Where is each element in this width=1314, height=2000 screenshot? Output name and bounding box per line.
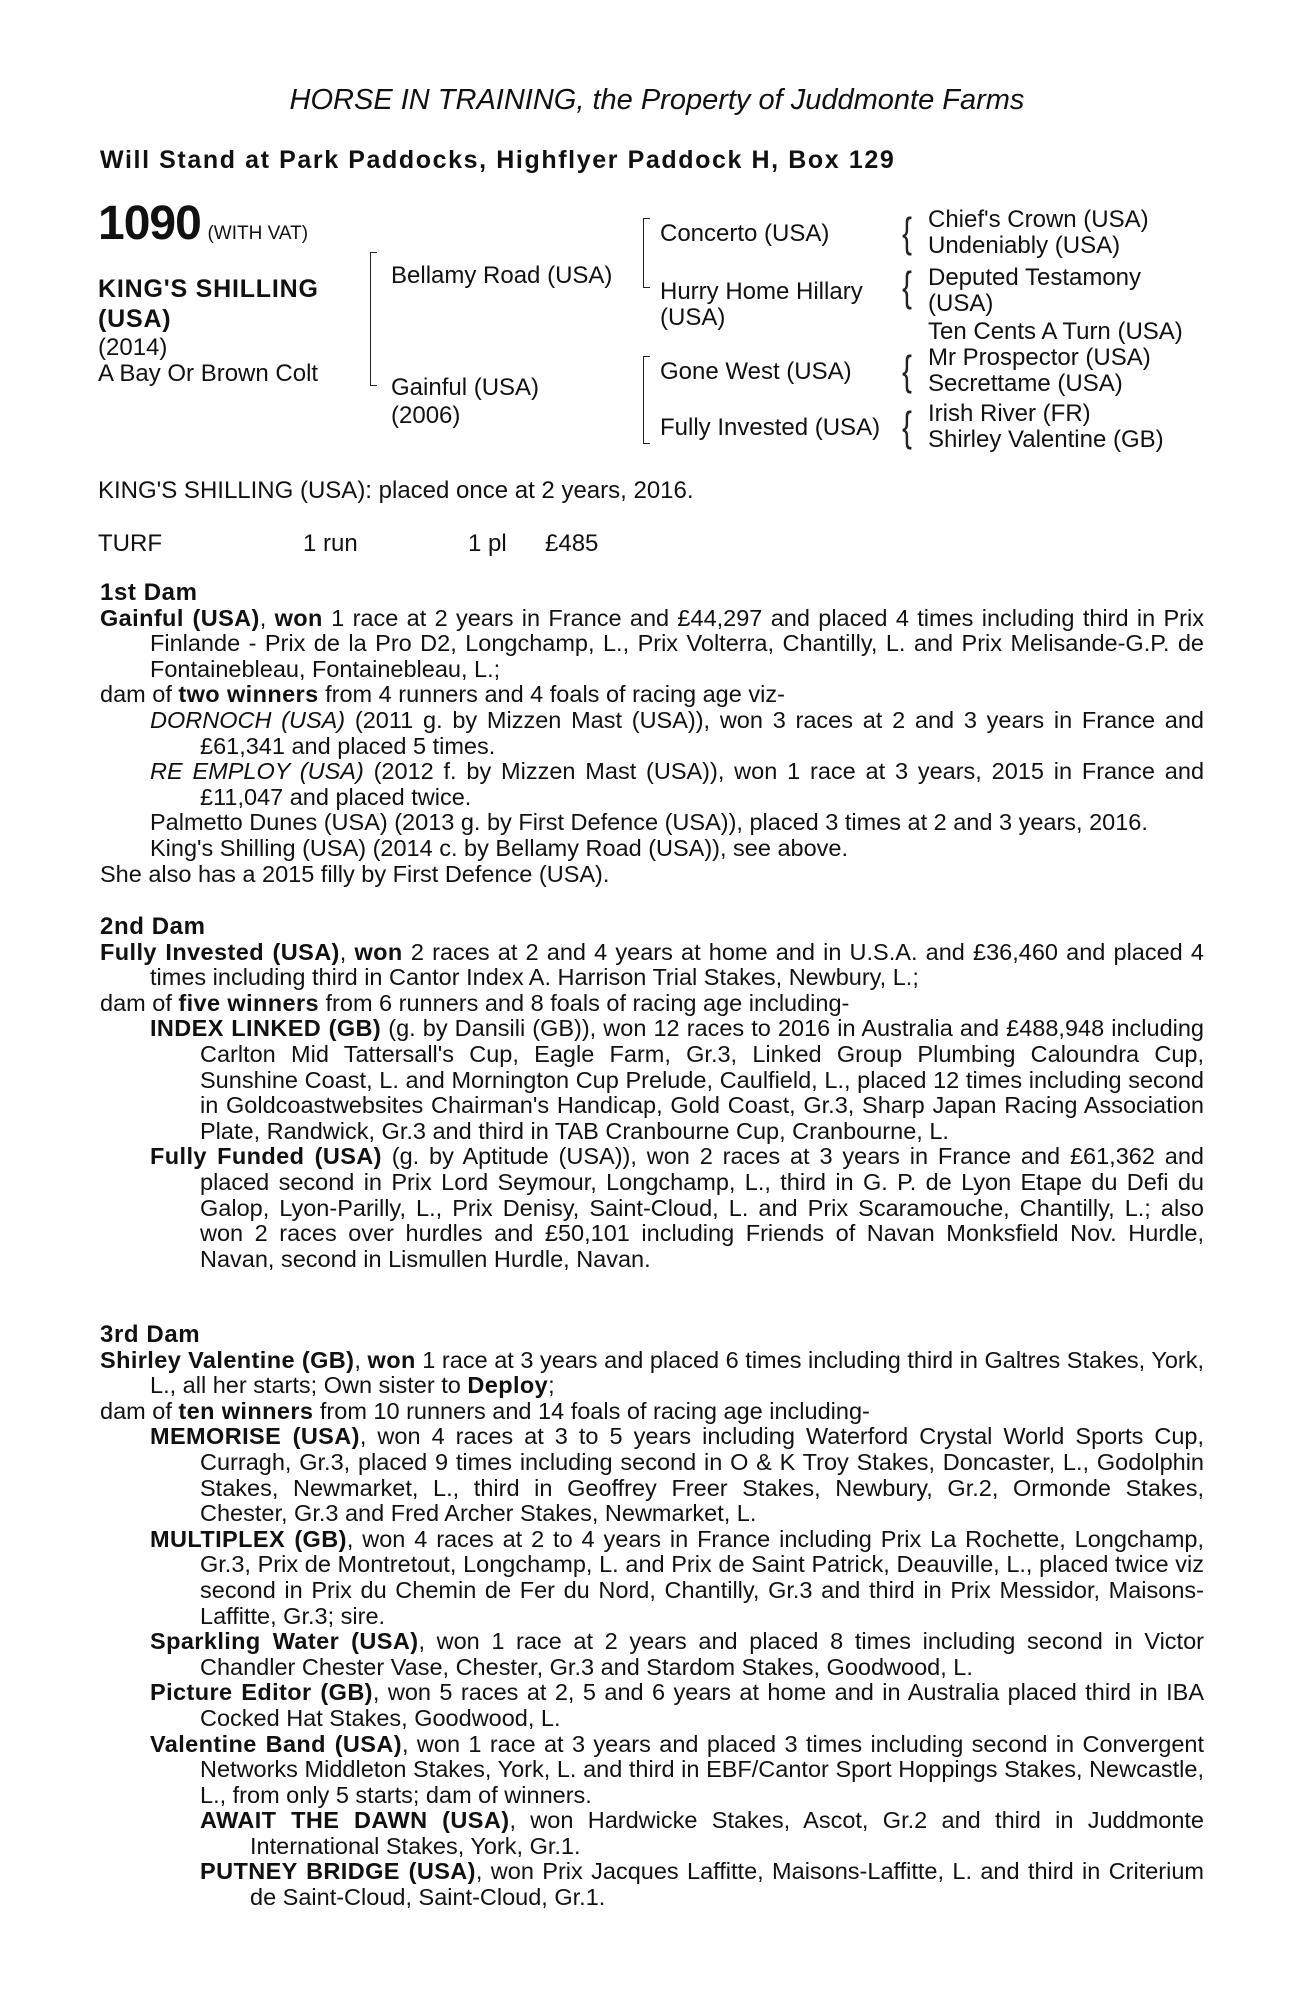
horse-description: A Bay Or Brown Colt (98, 360, 319, 387)
lot-number: 1090 (98, 197, 201, 250)
first-dam-name: Gainful (USA) (100, 604, 260, 631)
third-dam-grandproduce-2 (100, 1859, 1204, 1910)
third-dam-produce-2-name: MULTIPLEX (GB) (150, 1525, 347, 1552)
second-dam-produce-2-text: (g. by Aptitude (USA)), won 2 races at 3 years in France and £61,362 and placed second in Prix Lord Seymour, Longchamp, L., third in G. P. de Lyon Etape du Defi du Galop, Lyon-Parilly, L., Prix Denisy, Saint-Cloud, L. and Prix Scaramouche, Chantilly, L.; also won 2 races over hurdles and £50,101 including Friends of Navan Monksfield Nov. Hurdle, Navan, second in Lismullen Hurdle, Navan. (200, 1143, 1204, 1272)
third-dam-produce-5-name: Valentine Band (USA) (150, 1730, 402, 1757)
pedigree-curly-4: { (902, 403, 912, 450)
pedigree-sire-dam-line2: (USA) (660, 304, 726, 331)
second-dam-dam-of-post: from 6 runners and 8 foals of racing age including- (325, 989, 850, 1016)
first-dam-also: She also has a 2015 filly by First Defence (USA). (100, 860, 610, 887)
pedigree-g4: Ten Cents A Turn (USA) (928, 318, 1183, 345)
first-dam-produce-3: Palmetto Dunes (USA) (2013 g. by First Defence (USA)), placed 3 times at 2 and 3 years, 2016. (150, 809, 1148, 836)
stand-location: Will Stand at Park Paddocks, Highflyer Paddock H, Box 129 (100, 146, 896, 174)
pedigree-sire-sire: Concerto (USA) (660, 220, 830, 247)
third-dam-grandproduce-1-name: AWAIT THE DAWN (USA) (200, 1807, 510, 1834)
pedigree-dam-dam: Fully Invested (USA) (660, 414, 881, 441)
first-dam-produce-2-name: RE EMPLOY (USA) (150, 758, 364, 785)
page-title: HORSE IN TRAINING, the Property of Juddmonte Farms (289, 84, 1025, 116)
lot-vat: (WITH VAT) (207, 223, 309, 244)
third-dam-produce-3 (100, 1629, 1204, 1680)
pedigree-g1: Chief's Crown (USA) (928, 206, 1149, 233)
record-surface: TURF (98, 530, 162, 557)
second-dam-winners: five winners (178, 989, 319, 1016)
pedigree-g7: Irish River (FR) (928, 400, 1091, 427)
second-dam-section (100, 914, 1204, 1272)
first-dam-produce-intro (100, 682, 1204, 708)
third-dam-heading: 3rd Dam (100, 1321, 201, 1348)
pedigree-brace-dam (643, 356, 650, 444)
second-dam-produce-1 (100, 1016, 1204, 1144)
third-dam-sister-of: Deploy (467, 1372, 549, 1399)
second-dam-record: Fully Invested (USA), won 2 races at 2 and 4 years at home and in U.S.A. and £36,460 and placed 4 times including third in Cantor Index A. Harrison Trial Stakes, Newbury, L.; (100, 938, 1204, 991)
pedigree-curly-3: { (902, 347, 912, 394)
second-dam-produce-2-name: Fully Funded (USA) (150, 1143, 382, 1170)
third-dam-produce-intro (100, 1399, 1204, 1425)
first-dam-produce-2 (100, 759, 1204, 810)
horse-name-line1: KING'S SHILLING (98, 275, 319, 303)
third-dam-dam-of: dam of (100, 1397, 172, 1424)
pedigree-g5: Mr Prospector (USA) (928, 344, 1151, 371)
second-dam-produce-intro (100, 991, 1204, 1017)
first-dam-dam-of: dam of (100, 681, 172, 708)
third-dam-grandproduce-1-text: , won Hardwicke Stakes, Ascot, Gr.2 and third in Juddmonte International Stakes, York, Gr.1. (250, 1807, 1204, 1859)
third-dam-grandproduce-2-text: , won Prix Jacques Laffitte, Maisons-Laffitte, L. and third in Criterium de Saint-Cloud, Saint-Cloud, Gr.1. (250, 1858, 1204, 1911)
pedigree-g3-line1: Deputed Testamony (928, 264, 1142, 291)
third-dam-name: Shirley Valentine (GB) (100, 1346, 355, 1373)
third-dam-produce-1 (100, 1424, 1204, 1526)
third-dam-produce-4-text: , won 5 races at 2, 5 and 6 years at home and in Australia placed third in IBA Cocked Hat Stakes, Goodwood, L. (200, 1679, 1204, 1731)
second-dam-won: won (354, 938, 403, 965)
first-dam-produce-1-text: (2011 g. by Mizzen Mast (USA)), won 3 races at 2 and 3 years in France and £61,341 and placed 5 times. (200, 706, 1204, 759)
first-dam-winners: two winners (178, 681, 319, 708)
first-dam-produce-4: King's Shilling (USA) (2014 c. by Bellamy Road (USA)), see above. (150, 834, 849, 861)
pedigree-sire-dam-line1: Hurry Home Hillary (660, 278, 863, 305)
third-dam-produce-5 (100, 1732, 1204, 1809)
third-dam-section (100, 1322, 1204, 1911)
third-dam-produce-2-text: , won 4 races at 2 to 4 years in France including Prix La Rochette, Longchamp, Gr.3, Prix de Montretout, Longchamp, L. and Prix de Saint Patrick, Deauville, L., placed twice viz second in Prix du Chemin de Fer du Nord, Chantilly, Gr.3 and third in Prix Messidor, Maisons-Laffitte, Gr.3; sire. (200, 1525, 1205, 1629)
third-dam-produce-1-name: MEMORISE (USA) (150, 1423, 360, 1450)
first-dam-produce-1-name: DORNOCH (USA) (150, 706, 346, 733)
third-dam-grandproduce-1 (100, 1808, 1204, 1859)
third-dam-grandproduce-2-name: PUTNEY BRIDGE (USA) (200, 1858, 476, 1885)
first-dam-heading: 1st Dam (100, 579, 198, 606)
third-dam-record: Shirley Valentine (GB), won 1 race at 3 years and placed 6 times including third in Galtres Stakes, York, L., all her starts; Own sister to Deploy; (100, 1346, 1205, 1399)
pedigree-brace-sire (643, 218, 650, 288)
third-dam-produce-4 (100, 1680, 1204, 1731)
lot-number-line (98, 197, 309, 250)
second-dam-name: Fully Invested (USA) (100, 938, 340, 965)
record-runs: 1 run (303, 530, 358, 557)
third-dam-produce-5-text: , won 1 race at 3 years and placed 3 times including second in Convergent Networks Middleton Stakes, York, L. and third in EBF/Cantor Sport Hoppings Stakes, Newcastle, L., from only 5 starts; dam of winners. (200, 1730, 1204, 1808)
record-earnings: £485 (545, 530, 599, 557)
third-dam-dam-of-post: from 10 runners and 14 foals of racing age including- (319, 1397, 870, 1424)
pedigree-dam: Gainful (USA) (391, 374, 540, 401)
third-dam-produce-3-text: , won 1 race at 2 years and placed 8 times including second in Victor Chandler Chester Vase, Chester, Gr.3 and Stardom Stakes, Goodwood, L. (200, 1628, 1204, 1680)
third-dam-produce-1-text: , won 4 races at 3 to 5 years including Waterford Crystal World Sports Cup, Curragh, Gr.3, placed 9 times including second in O & K Troy Stakes, Doncaster, L., Godolphin Stakes, Newmarket, L., third in Geoffrey Freer Stakes, Newbury, Gr.2, Ormonde Stakes, Chester, Gr.3 and Fred Archer Stakes, Newmarket, L. (200, 1423, 1204, 1527)
second-dam-produce-1-text: (g. by Dansili (GB)), won 12 races to 2016 in Australia and £488,948 including Carlton Mid Tattersall's Cup, Eagle Farm, Gr.3, Linked Group Plumbing Caloundra Cup, Sunshine Coast, L. and Mornington Cup Prelude, Caulfield, L., placed 12 times including second in Goldcoastwebsites Chairman's Handicap, Gold Coast, Gr.3, Sharp Japan Racing Association Plate, Randwick, Gr.3 and third in TAB Cranbourne Cup, Cranbourne, L. (200, 1015, 1205, 1144)
record-placings: 1 pl (468, 530, 507, 557)
second-dam-dam-of: dam of (100, 989, 172, 1016)
pedigree-g6: Secrettame (USA) (928, 370, 1123, 397)
first-dam-record: Gainful (USA), won 1 race at 2 years in France and £44,297 and placed 4 times including third in Prix Finlande - Prix de la Pro D2, Longchamp, L., Prix Volterra, Chantilly, L. and Prix Melisande-G.P. de Fontainebleau, Fontainebleau, L.; (100, 604, 1204, 682)
pedigree-dam-year: (2006) (391, 402, 461, 429)
third-dam-winners: ten winners (178, 1397, 314, 1424)
pedigree-g2: Undeniably (USA) (928, 232, 1121, 259)
second-dam-produce-2 (100, 1144, 1204, 1272)
first-dam-produce-2-text: (2012 f. by Mizzen Mast (USA)), won 1 race at 3 years, 2015 in France and £11,047 and placed twice. (200, 758, 1205, 810)
pedigree-g8: Shirley Valentine (GB) (928, 426, 1164, 453)
first-dam-dam-of-post: from 4 runners and 4 foals of racing age viz- (325, 681, 785, 708)
pedigree-sire: Bellamy Road (USA) (391, 262, 613, 289)
first-dam-text: 1 race at 2 years in France and £44,297 and placed 4 times including third in Prix Finlande - Prix de la Pro D2, Longchamp, L., Prix Volterra, Chantilly, L. and Prix Melisande-G.P. de Fontainebleau, Fontainebleau, L.; (150, 604, 1204, 682)
third-dam-produce-2 (100, 1527, 1204, 1629)
third-dam-won: won (367, 1346, 416, 1373)
pedigree-brace-main (370, 252, 377, 386)
second-dam-produce-1-name: INDEX LINKED (GB) (150, 1015, 382, 1042)
first-dam-section (100, 580, 1204, 887)
first-dam-won: won (274, 604, 323, 631)
race-record-summary: KING'S SHILLING (USA): placed once at 2 years, 2016. (98, 477, 694, 504)
pedigree-g3-line2: (USA) (928, 290, 994, 317)
second-dam-text: 2 races at 2 and 4 years at home and in U.S.A. and £36,460 and placed 4 times including third in Cantor Index A. Harrison Trial Stakes, Newbury, L.; (150, 938, 1204, 991)
pedigree-curly-2: { (902, 263, 912, 310)
third-dam-produce-3-name: Sparkling Water (USA) (150, 1628, 419, 1655)
first-dam-produce-1 (100, 708, 1204, 759)
horse-year: (2014) (98, 334, 168, 361)
horse-name-line2: (USA) (98, 305, 172, 333)
pedigree-dam-sire: Gone West (USA) (660, 358, 852, 385)
second-dam-heading: 2nd Dam (100, 913, 206, 940)
third-dam-text: 1 race at 3 years and placed 6 times including third in Galtres Stakes, York, L., all her starts; Own sister to (150, 1346, 1205, 1399)
third-dam-produce-4-name: Picture Editor (GB) (150, 1679, 373, 1706)
pedigree-curly-1: { (902, 209, 912, 256)
